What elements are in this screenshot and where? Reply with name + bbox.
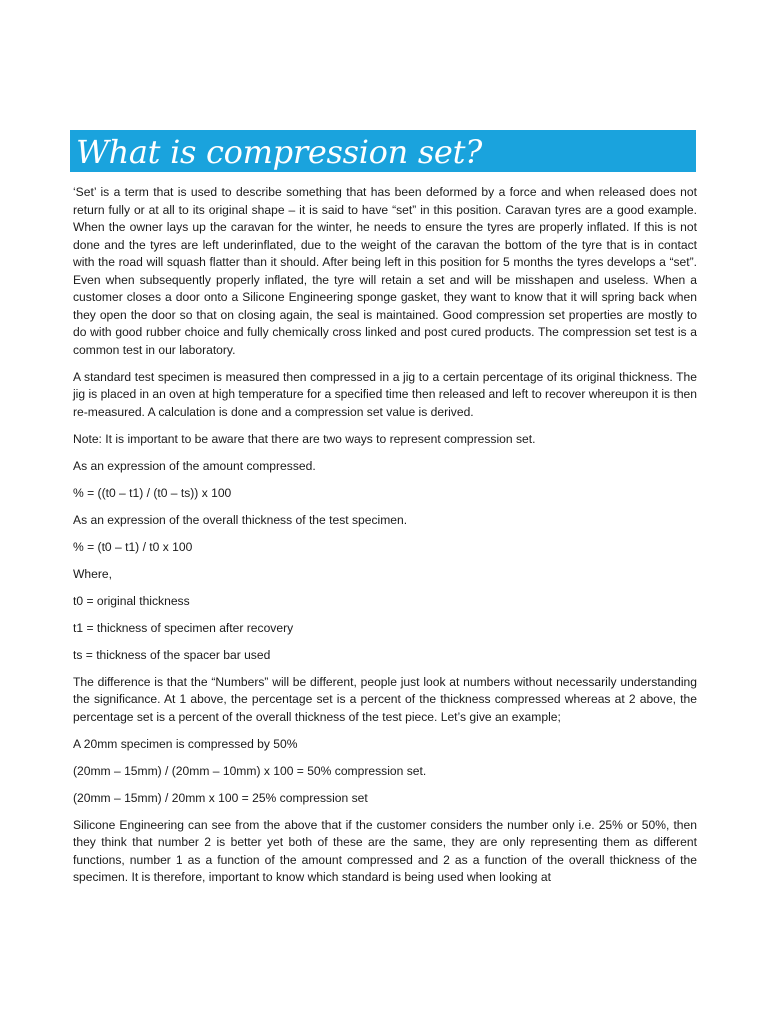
paragraph-example-specimen: A 20mm specimen is compressed by 50% [73,736,298,751]
paragraph-conclusion: Silicone Engineering can see from the above that if the customer considers the number only i.e. 25% or 50%, then they think that number 2 is better yet both of these are the same, they are only representing them as different functions, number 1 as a function of the amount compressed and 2 as a function of the overall thickness of the specimen. It is therefore, important to know which standard is being used when looking at [73,817,697,884]
paragraph-set-definition: ‘Set’ is a term that is used to describe something that has been deformed by a force and when released does not return fully or at all to its original shape – it is said to have “set” in this position. Caravan tyres are a good example. When the owner lays up the caravan for the winter, he needs to ensure the tyres are properly inflated. If this is not done and the tyres are left underinflated, due to the weight of the caravan the bottom of the tyre that is in contact with the road will squash flatter than it should. After being left in this position for 5 months the tyres develops a “set”. Even when subsequently properly inflated, the tyre will retain a set and will be misshapen and useless. When a customer closes a door onto a Silicone Engineering sponge gasket, they want to know that it will spring back when they open the door so that on closing again, the seal is maintained. Good compression set properties are mostly to do with good rubber choice and fully chemically cross linked and post cured products. The compression set test is a common test in our laboratory. [73,185,697,357]
example-calculation-1: (20mm – 15mm) / (20mm – 10mm) x 100 = 50% compression set. [73,763,427,778]
paragraph-expression-thickness: As an expression of the overall thickness of the test specimen. [73,512,408,527]
definition-t0: t0 = original thickness [73,593,190,608]
paragraph-note: Note: It is important to be aware that there are two ways to represent compression set. [73,431,536,446]
page-title: What is compression set? [76,133,482,171]
formula-2: % = (t0 – t1) / t0 x 100 [73,539,193,554]
paragraph-difference: The difference is that the “Numbers” will be different, people just look at numbers without necessarily understanding the significance. At 1 above, the percentage set is a percent of the thickness compressed whereas at 2 above, the percentage set is a percent of the overall thickness of the test piece. Let’s give an example; [73,674,697,724]
document-body [73,184,697,887]
paragraph-where: Where, [73,566,112,581]
definition-ts: ts = thickness of the spacer bar used [73,647,271,662]
paragraph-test-procedure: A standard test specimen is measured then compressed in a jig to a certain percentage of its original thickness. The jig is placed in an oven at high temperature for a specified time then released and left to recover whereupon it is then re-measured. A calculation is done and a compression set value is derived. [73,369,697,419]
definition-t1: t1 = thickness of specimen after recovery [73,620,294,635]
title-banner [70,130,696,172]
paragraph-expression-compressed: As an expression of the amount compressed. [73,458,316,473]
formula-1: % = ((t0 – t1) / (t0 – ts)) x 100 [73,485,232,500]
example-calculation-2: (20mm – 15mm) / 20mm x 100 = 25% compression set [73,790,368,805]
